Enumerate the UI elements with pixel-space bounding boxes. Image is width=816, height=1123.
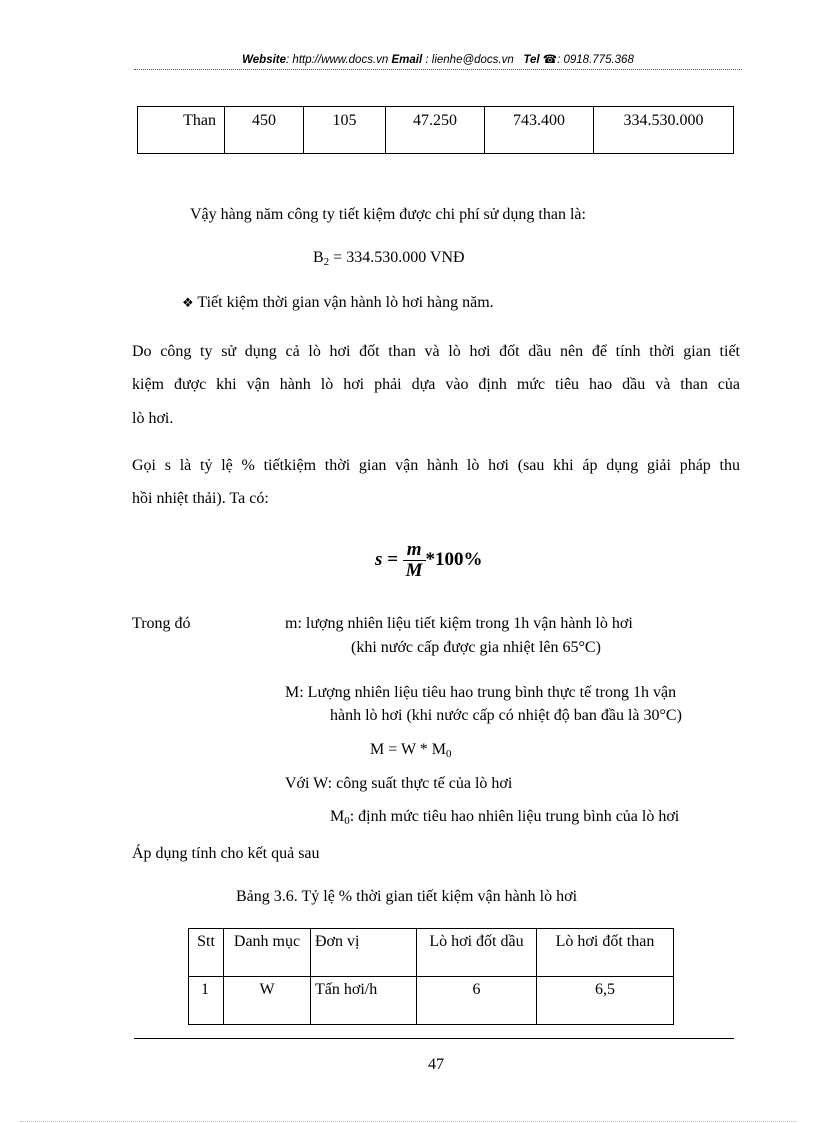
M-definition-cont: hành lò hơi (khi nước cấp có nhiệt độ ban đầu là 30°C) [330,707,682,724]
paragraph-line: Gọi s là tỷ lệ % tiếtkiệm thời gian vận hành lò hơi (sau khi áp dụng giải pháp thu [132,457,740,474]
phone-icon: ☎ [542,54,558,66]
fraction [403,540,426,581]
table-header-cell: Lò hơi đốt than [537,929,674,977]
formula-lhs: s = [375,548,403,570]
formula-rhs: *100% [425,548,483,570]
m-definition: m: lượng nhiên liệu tiết kiệm trong 1h vận hành lò hơi [285,615,633,632]
table-cell: W [224,977,311,1025]
page-header [134,52,742,66]
table-caption: Bảng 3.6. Tỷ lệ % thời gian tiết kiệm vận hành lò hơi [236,888,578,905]
table-row [189,977,674,1025]
table-header-cell: Danh mục [224,929,311,977]
top-table [137,106,734,154]
website-value: : http://www.docs.vn [286,54,389,66]
m0-symbol: M [330,808,345,825]
diamond-bullet-icon: ❖ [182,296,194,311]
table-cell: 47.250 [386,107,485,154]
table-cell: 334.530.000 [594,107,734,154]
table-cell: 6 [417,977,537,1025]
header-rule [134,69,742,70]
where-label: Trong đó [132,615,191,632]
table-row [138,107,734,154]
table-cell: 105 [304,107,386,154]
w-definition: Với W: công suất thực tế của lò hơi [285,775,513,792]
table-header-cell: Lò hơi đốt dầu [417,929,537,977]
email-value: : lienhe@docs.vn [422,54,514,66]
website-label: Website [242,54,287,66]
page-number: 47 [428,1056,444,1073]
table-header-cell: Stt [189,929,224,977]
fraction-denominator: M [405,560,423,581]
paragraph-line: kiệm được khi vận hành lò hơi phải dựa vào định mức tiêu hao dầu và than của [132,376,740,393]
formula [375,540,483,581]
table-cell: 450 [225,107,304,154]
table-cell: Than [138,107,225,154]
tel-value: : 0918.775.368 [557,54,634,66]
table-header-cell: Đơn vị [311,929,417,977]
table-cell: 743.400 [485,107,594,154]
M-equation-subscript: 0 [446,748,452,760]
m0-text: : định mức tiêu hao nhiên liệu trung bình của lò hơi [349,808,680,825]
email-label: Email [391,54,423,66]
paragraph-line: lò hơi. [132,410,174,427]
M-equation [370,741,452,759]
bottom-dotted-rule [20,1121,796,1122]
fraction-numerator: m [403,540,426,561]
tel-label: Tel [523,54,540,66]
table-cell: 6,5 [537,977,674,1025]
m-definition-cont: (khi nước cấp được gia nhiệt lên 65°C) [351,639,601,656]
paragraph-line: Do công ty sử dụng cả lò hơi đốt than và lò hơi đốt dầu nên để tính thời gian tiết [132,343,740,360]
apply-text: Áp dụng tính cho kết quả sau [132,845,320,862]
boiler-table [188,928,674,1025]
b2-symbol: B [313,249,324,266]
table-cell: 1 [189,977,224,1025]
bullet-text: Tiết kiệm thời gian vận hành lò hơi hàng năm. [197,294,494,311]
M-equation-text: M = W * M [370,741,446,758]
b2-equation [313,249,465,267]
paragraph: Vậy hàng năm công ty tiết kiệm được chi phí sử dụng than là: [190,206,586,223]
table-cell: Tấn hơi/h [311,977,417,1025]
M-definition: M: Lượng nhiên liệu tiêu hao trung bình thực tế trong 1h vận [285,684,677,701]
bullet-item [182,294,494,313]
m0-definition [330,808,679,826]
m0-subscript: 0 [344,815,350,827]
paragraph-line: hồi nhiệt thải). Ta có: [132,490,269,507]
footer-rule [134,1038,734,1039]
table-header-row [189,929,674,977]
b2-subscript: 2 [323,256,330,268]
b2-value: = 334.530.000 VNĐ [329,249,465,266]
